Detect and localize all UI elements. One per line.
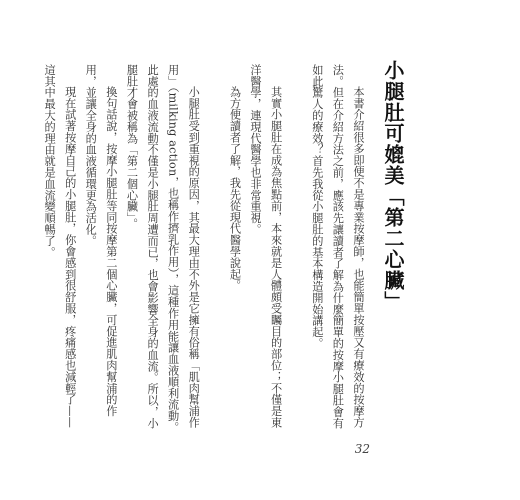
paragraph: 現在試著按摩自己的小腿肚，你會感到很舒服，疼痛感也減輕了——這其中最大的理由就是血流變順暢了。 [43, 64, 77, 429]
paragraph: 換句話說，按摩小腿肚等同按摩第二個心臟，可促進肌肉幫浦的作用，並讓全身的血液循環更為活化。 [84, 64, 118, 417]
body-text [39, 64, 369, 436]
paragraph: 小腿肚受到重視的原因，其最大理由不外是它擁有俗稱「肌肉幫浦作用」（milking action，也稱作擠乳作用），這種作用能讓血液順利流動。此處的血液流動不僅是小腿肚周遭而已，也會影響全身的血流。所以，小腿肚才會被稱為「第二個心臟」。 [125, 64, 201, 433]
page-number: 32 [354, 442, 370, 456]
chapter-title: 小腿肚可媲美「第二心臟」 [381, 60, 405, 312]
paragraph: 本書介紹很多即便不是專業按摩師，也能簡單按壓又有療效的按摩方法。但在介紹方法之前，應該先讓讀者了解為什麼簡單的按摩小腿肚會有如此驚人的療效？首先我從小腿肚的基本構造開始講起。 [310, 64, 365, 429]
paragraph: 為方便讀者了解，我先從現代醫學說起。 [228, 86, 242, 292]
paragraph: 其實小腿肚在成為焦點前，本來就是人體頗受矚目的部位；不僅是東洋醫學，連現代醫學也非常重視。 [249, 64, 283, 429]
